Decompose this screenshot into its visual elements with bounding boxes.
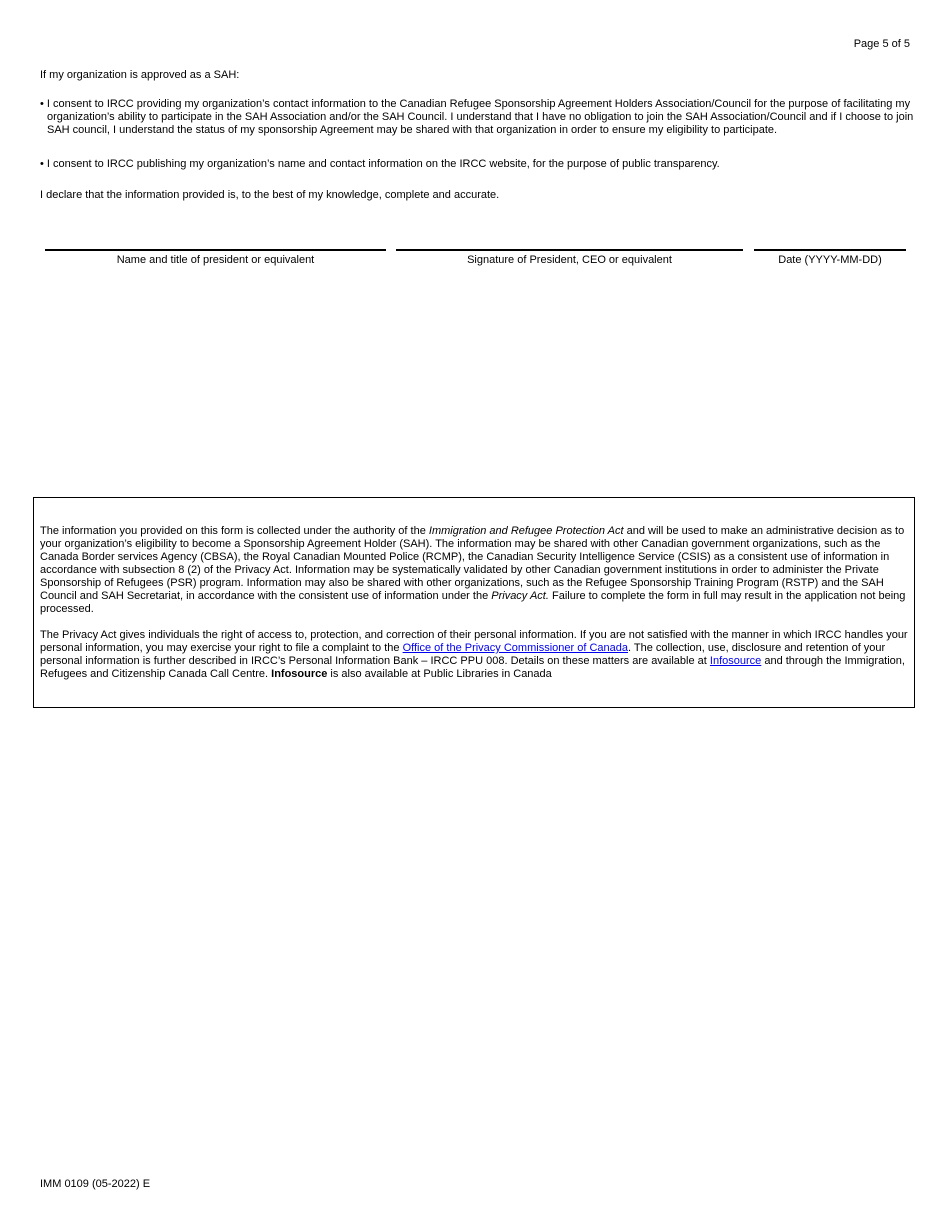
name-title-label: Name and title of president or equivalent bbox=[116, 254, 315, 266]
privacy-text: Failure to complete the form in full may result in the application not being processed. bbox=[40, 590, 906, 615]
form-code: IMM 0109 (05-2022) E bbox=[40, 1178, 151, 1190]
infosource-bold: Infosource bbox=[271, 668, 328, 680]
bullet-marker: • bbox=[40, 98, 44, 110]
declaration: I declare that the information provided is, to the best of my knowledge, complete and accurate. bbox=[40, 189, 500, 201]
privacy-act-name: Privacy Act. bbox=[491, 590, 549, 602]
consent-bullet-1 bbox=[40, 98, 922, 137]
page-number: Page 5 of 5 bbox=[853, 38, 910, 50]
privacy-notice-box bbox=[33, 497, 915, 708]
bullet-marker: • bbox=[40, 158, 44, 170]
irpa-act-name: Immigration and Refugee Protection Act bbox=[428, 525, 624, 537]
opc-link[interactable]: Office of the Privacy Commissioner of Canada bbox=[402, 642, 628, 654]
privacy-text: The information you provided on this form is collected under the authority of the bbox=[40, 525, 429, 537]
consent-bullet-2 bbox=[40, 158, 922, 171]
consent-bullet-2-text: I consent to IRCC publishing my organization’s name and contact information on the IRCC website, for the purpose of public transparency. bbox=[46, 158, 720, 170]
privacy-text: . The collection, use, disclosure and retention of your personal information is further described in IRCC’s Personal Information Bank – IRCC PPU 008. Details on these matters are available at bbox=[40, 642, 886, 667]
date-signature-line[interactable] bbox=[754, 249, 906, 251]
consent-bullet-1-text: I consent to IRCC providing my organization’s contact information to the Canadian Refugee Sponsorship Agreement Holders Association/Council for the purpose of facilitating my organization’s ability to participate in the SAH Association and/or the SAH Council. I understand that I have no obligation to join the SAH Association/Council and if I choose to join SAH council, I understand the status of my sponsorship Agreement may be shared with that organization in order to ensure my eligibility to participate. bbox=[46, 98, 914, 136]
privacy-text: The Privacy Act gives individuals the right of access to, protection, and correction of their personal information. If you are not satisfied with the manner in which IRCC handles your personal information, you may exercise your right to file a complaint to the bbox=[40, 629, 908, 654]
signature-label: Signature of President, CEO or equivalent bbox=[467, 254, 672, 266]
privacy-paragraph-1 bbox=[40, 525, 908, 616]
privacy-text: and through the Immigration, Refugees and Citizenship Canada Call Centre. bbox=[40, 655, 905, 680]
signature-line[interactable] bbox=[396, 249, 743, 251]
privacy-text: and will be used to make an administrative decision as to your organization’s eligibility to become a Sponsorship Agreement Holder (SAH). The information may be shared with other Canadian government organizations, such as the Canada Border services Agency (CBSA), the Royal Canadian Mounted Police (RCMP), the Canadian Security Intelligence Service (CSIS) as a consistent use of information in accordance with subsection 8 (2) of the Privacy Act. Information may be systematically validated by other Canadian government institutions in order to administer the Private Sponsorship of Refugees (PSR) program. Information may also be shared with other organizations, such as the Refugee Sponsorship Training Program (RSTP) and the SAH Council and SAH Secretariat, in accordance with the consistent use of information under the bbox=[40, 525, 905, 602]
privacy-paragraph-2 bbox=[40, 629, 908, 681]
name-signature-line[interactable] bbox=[45, 249, 386, 251]
date-label: Date (YYYY-MM-DD) bbox=[778, 254, 882, 266]
infosource-link[interactable]: Infosource bbox=[709, 655, 762, 667]
consent-intro: If my organization is approved as a SAH: bbox=[40, 69, 240, 81]
privacy-text: is also available at Public Libraries in Canada bbox=[327, 668, 552, 680]
